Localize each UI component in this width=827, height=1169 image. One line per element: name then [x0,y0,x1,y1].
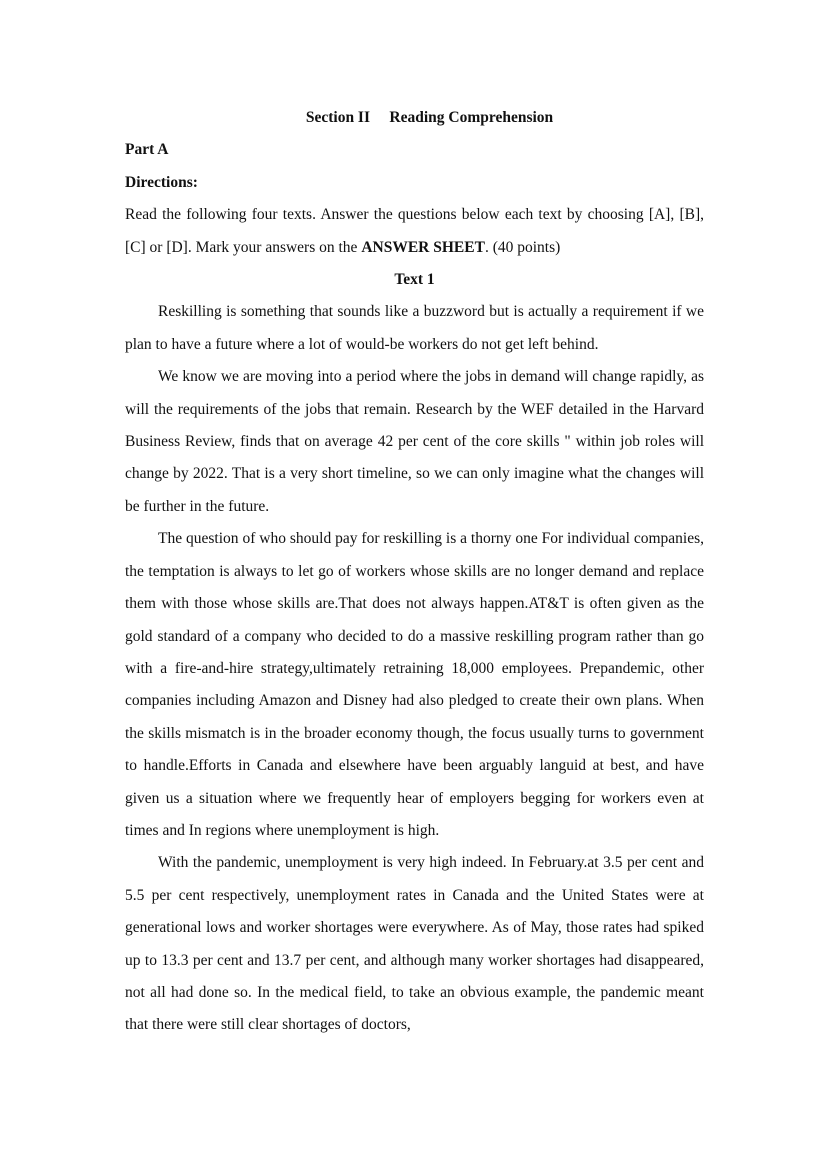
paragraph: With the pandemic, unemployment is very high indeed. In February.at 3.5 per cent and 5.5 per cent respectively, unemployment rates in Canada and the United States were at generational lows and worker shortages were everywhere. As of May, those rates had spiked up to 13.3 per cent and 13.7 per cent, and although many worker shortages had disappeared, not all had done so. In the medical field, to take an obvious example, the pandemic meant that there were still clear shortages of doctors, [125,854,704,1034]
directions-text [125,199,704,264]
document-page [125,102,704,1042]
section-title: Section II Reading Comprehension [305,109,554,126]
directions-label: Directions: [125,173,198,191]
directions-text-start: Read the following four texts. Answer the questions below each text by choosing [A], [B], [C] or [D]. Mark your answers on the [125,206,704,256]
answer-sheet-emphasis: ANSWER SHEET [361,238,485,256]
paragraph: We know we are moving into a period where the jobs in demand will change rapidly, as will the requirements of the jobs that remain. Research by the WEF detailed in the Harvard Business Review, finds that on average 42 per cent of the core skills " within job roles will change by 2022. That is a very short timeline, so we can only imagine what the changes will be further in the future. [125,368,704,515]
directions-text-end: . (40 points) [484,238,561,256]
part-label: Part A [125,141,169,159]
text-title: Text 1 [394,271,435,289]
paragraph: Reskilling is something that sounds like a buzzword but is actually a requirement if we plan to have a future where a lot of would-be workers do not get left behind. [125,303,704,353]
paragraph: The question of who should pay for reskilling is a thorny one For individual companies, the temptation is always to let go of workers whose skills are no longer demand and replace them with those whose skills are.That does not always happen.AT&T is often given as the gold standard of a company who decided to do a massive reskilling program rather than go with a fire-and-hire strategy,ultimately retraining 18,000 employees. Prepandemic, other companies including Amazon and Disney had also pledged to create their own plans. When the skills mismatch is in the broader economy though, the focus usually turns to government to handle.Efforts in Canada and elsewhere have been arguably languid at best, and have given us a situation where we frequently hear of employers begging for workers even at times and In regions where unemployment is high. [125,530,704,839]
